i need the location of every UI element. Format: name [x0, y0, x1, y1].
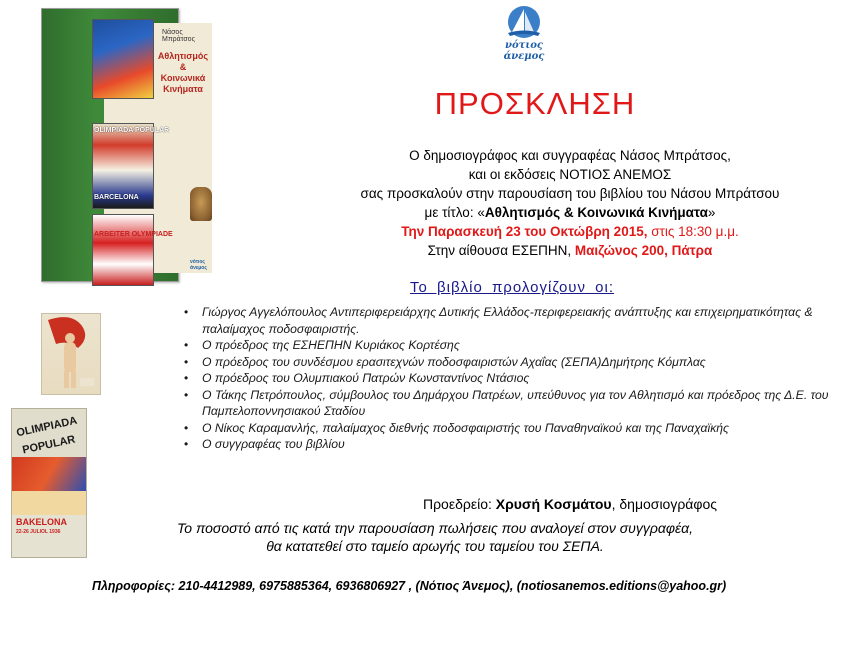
bullet-icon: • — [184, 371, 189, 385]
speaker-text: Γιώργος Αγγελόπουλος Αντιπεριφερειάρχης Δυτικής Ελλάδος-περιφερειακής ανάπτυξης και επιχειρηματικότητας & παλαίμαχος ποδοσφαιριστής. — [202, 305, 813, 336]
event-time: στις 18:30 μ.μ. — [647, 224, 739, 239]
sailboat-icon — [494, 4, 554, 40]
speaker-text: Ο πρόεδρος του Ολυμπιακού Πατρών Κωνσταντίνος Ντάσιος — [202, 371, 530, 385]
note-line2: θα κατατεθεί στο ταμείο αρωγής του ταμείου του ΣΕΠΑ. — [266, 538, 604, 554]
bullet-icon: • — [184, 354, 189, 369]
list-item — [180, 354, 840, 371]
chair-line — [0, 496, 863, 512]
speaker-text: Ο Τάκης Πετρόπουλος, σύμβουλος του Δημάρχου Πατρέων, υπεύθυνος για τον Αθλητισμό και πρόεδρος της Δ.Ε. του Παμπελοποννησιακού Σταδίου — [202, 387, 829, 418]
speaker-text: Ο συγγραφέας του βιβλίου — [202, 437, 345, 451]
bullet-icon: • — [184, 437, 189, 451]
speakers-list — [180, 304, 840, 453]
contact-info: Πληροφορίες: 210-4412989, 6975885364, 6936806927 , (Νότιος Άνεμος), (notiosanemos.editions@yahoo.gr) — [92, 579, 727, 593]
intro-line3: σας προσκαλούν στην παρουσίαση του βιβλίου του Νάσου Μπράτσου — [360, 186, 780, 201]
title-suffix: » — [707, 205, 716, 220]
bronze-medallion-image — [190, 187, 212, 221]
book-title-line1: Αθλητισμός — [157, 51, 209, 61]
bullet-icon: • — [184, 305, 189, 319]
bullet-icon: • — [184, 387, 189, 402]
list-item — [180, 304, 840, 337]
chair-name: Χρυσή Κοσμάτου — [495, 496, 612, 512]
list-item — [180, 420, 840, 437]
venue-address: Μαιζώνος 200, Πάτρα — [574, 243, 713, 258]
chair-label: Προεδρείο: — [422, 496, 496, 512]
intro-line4 — [300, 203, 840, 222]
proceeds-note — [0, 519, 863, 555]
logo-text — [494, 40, 554, 62]
chair-role: , δημοσιογράφος — [611, 496, 718, 512]
list-item — [180, 370, 840, 387]
event-date-bold: Την Παρασκευή 23 του Οκτώβρη 2015, — [401, 224, 648, 239]
bullet-icon: • — [184, 420, 189, 435]
cover-poster2-city: BARCELONA — [94, 194, 139, 201]
poster2-flags — [12, 457, 86, 491]
speaker-text: Ο πρόεδρος του συνδέσμου ερασιτεχνών ποδοσφαιριστών Αχαΐας (ΣΕΠΑ)Δημήτρης Κόμπλας — [202, 354, 706, 369]
venue-prefix: Στην αίθουσα ΕΣΕΠΗΝ, — [427, 243, 575, 258]
poster-flag-athlete-image — [41, 313, 101, 395]
logo-line2: άνεμος — [503, 51, 545, 62]
publisher-logo — [494, 4, 554, 66]
cover-poster3-label: ARBEITER OLYMPIADE — [94, 231, 173, 238]
cover-poster-arbeiter — [92, 214, 154, 286]
speaker-text: Ο πρόεδρος της ΕΣΗΕΠΗΝ Κυριάκος Κορτέσης — [202, 338, 460, 352]
poster2-title1: OLIMPIADA — [15, 414, 79, 440]
book-title-line2: Κοινωνικά Κινήματα — [160, 73, 206, 94]
intro-line2: και οι εκδόσεις ΝΟΤΙΟΣ ΑΝΕΜΟΣ — [468, 167, 672, 182]
poster2-dates: 22-26 JULIOL 1936 — [16, 529, 61, 535]
prologue-heading: Το βιβλίο προλογίζουν οι: — [410, 279, 615, 296]
book-publisher: νότιος άνεμος — [190, 259, 207, 271]
list-item — [180, 436, 840, 453]
cover-poster2-label: OLIMPIADA POPULAR — [94, 127, 170, 134]
speaker-text: Ο Νίκος Καραμανλής, παλαίμαχος διεθνής ποδοσφαιριστής του Παναθηναϊκού και της Παναχαϊκής — [202, 420, 729, 435]
bullet-icon: • — [184, 338, 189, 352]
poster2-title2: POPULAR — [21, 433, 77, 457]
note-line1: Το ποσοστό από τις κατά την παρουσίαση πωλήσεις που αναλογεί στον συγγραφέα, — [176, 520, 694, 536]
event-venue — [300, 241, 840, 260]
list-item — [180, 337, 840, 354]
list-item — [180, 387, 840, 420]
book-title-text: Αθλητισμός & Κοινωνικά Κινήματα — [484, 205, 708, 220]
book-cover-image — [41, 8, 209, 282]
book-author: Νάσος Μπράτσος — [162, 29, 195, 43]
logo-line1: νότιος — [505, 40, 543, 51]
title-prefix: με τίτλο: « — [424, 205, 485, 220]
poster2-city: BAKELONA — [16, 517, 67, 527]
book-title-amp: & — [179, 62, 187, 72]
invitation-headline: ΠΡΟΣΚΛΗΣΗ — [434, 86, 636, 121]
intro-line1: Ο δημοσιογράφος και συγγραφέας Νάσος Μπράτσος, — [409, 148, 731, 163]
event-date — [300, 222, 840, 241]
